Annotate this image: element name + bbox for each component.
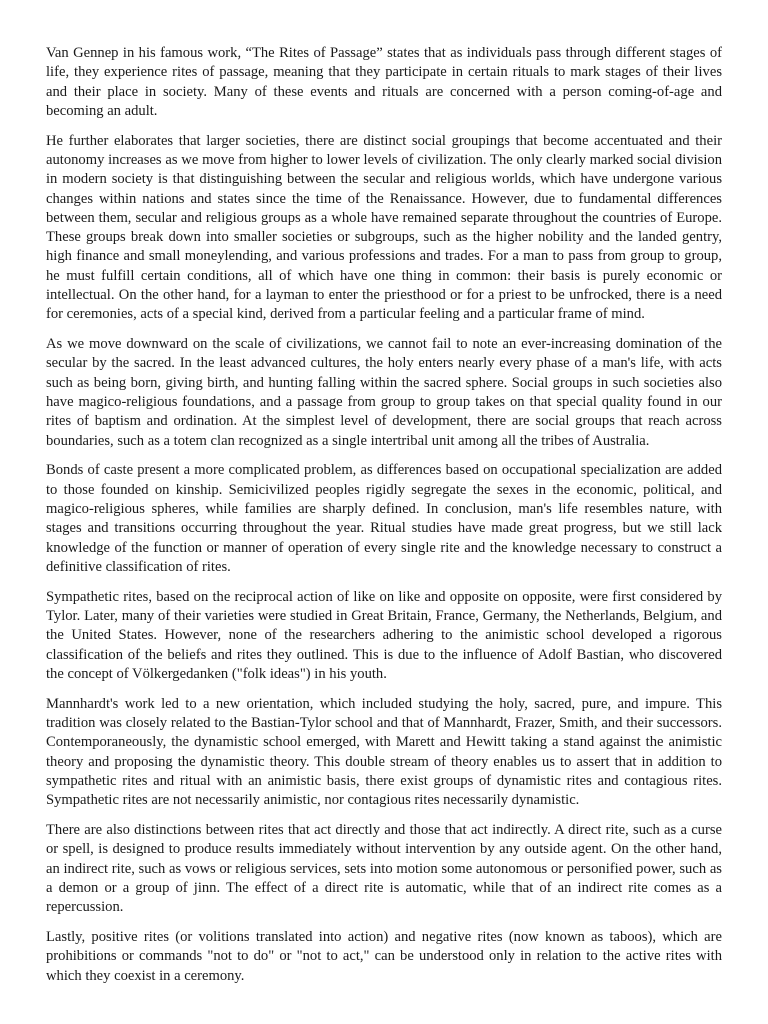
paragraph-sacred-domination: As we move downward on the scale of civilizations, we cannot fail to note an ever-increasing domination of the secular by the sacred. In the least advanced cultures, the holy enters nearly every phase of a man's life, with acts such as being born, giving birth, and hunting falling within the sacred sphere. Social groups in such societies also have magico-religious foundations, and a passage from group to group takes on that special quality found in our rites of baptism and ordination. At the simplest level of development, there are social groups that reach across boundaries, such as a totem clan recognized as a single intertribal unit among all the tribes of Australia. [46, 336, 722, 449]
paragraph-sympathetic-rites: Sympathetic rites, based on the reciprocal action of like on like and opposite on opposite, were first considered by Tylor. Later, many of their varieties were studied in Great Britain, France, Germany, the Netherlands, Belgium, and the United States. However, none of the researchers adhering to the animistic school developed a rigorous classification of the beliefs and rites they outlined. This is due to the influence of Adolf Bastian, who discovered the concept of Völkergedanken ("folk ideas") in his youth. [46, 588, 722, 682]
paragraph-direct-indirect-rites: There are also distinctions between rites that act directly and those that act indirectly. A direct rite, such as a curse or spell, is designed to produce results immediately without intervention by any outside agent. On the other hand, an indirect rite, such as vows or religious services, sets into motion some autonomous or personified power, such as a demon or a group of jinn. The effect of a direct rite is automatic, while that of an indirect rite comes as a repercussion. [46, 821, 722, 916]
paragraph-mannhardt: Mannhardt's work led to a new orientation, which included studying the holy, sacred, pure, and impure. This tradition was closely related to the Bastian-Tylor school and that of Mannhardt, Frazer, Smith, and their successors. Contemporaneously, the dynamistic school emerged, with Marett and Hewitt taking a stand against the animistic theory and proposing the dynamistic theory. This double stream of theory enables us to assert that in addition to sympathetic rites and ritual with an animistic basis, there exist groups of dynamistic rites and contagious rites. Sympathetic rites are not necessarily animistic, nor contagious rites necessarily dynamistic. [46, 695, 722, 809]
document-page [46, 44, 722, 996]
paragraph-positive-negative-rites: Lastly, positive rites (or volitions translated into action) and negative rites (now known as taboos), which are prohibitions or commands "not to do" or "not to act," can be understood only in relation to the active rites with which they coexist in a ceremony. [46, 928, 722, 984]
paragraph-bonds-of-caste: Bonds of caste present a more complicated problem, as differences based on occupational specialization are added to those founded on kinship. Semicivilized peoples rigidly segregate the sexes in the economic, political, and magico-religious spheres, while families are sharply defined. In conclusion, man's life resembles nature, with stages and transitions occurring throughout the year. Ritual studies have made great progress, but we still lack knowledge of the function or manner of operation of every single rite and the knowledge necessary to construct a definitive classification of rites. [46, 462, 722, 575]
paragraph-van-gennep-intro: Van Gennep in his famous work, “The Rites of Passage” states that as individuals pass through different stages of life, they experience rites of passage, meaning that they participate in certain rituals to mark stages of their lives and their place in society. Many of these events and rituals are concerned with a person coming-of-age and becoming an adult. [46, 45, 722, 119]
paragraph-social-groupings: He further elaborates that larger societies, there are distinct social groupings that become accentuated and their autonomy increases as we move from higher to lower levels of civilization. The only clearly marked social division in modern society is that distinguishing between the secular and religious worlds, which have undergone various changes within nations and states since the time of the Renaissance. However, due to fundamental differences between them, secular and religious groups as a whole have remained separate throughout the countries of Europe. These groups break down into smaller societies or subgroups, such as the higher nobility and the landed gentry, high finance and small moneylending, and various professions and trades. For a man to pass from group to group, he must fulfill certain conditions, all of which have one thing in common: their basis is purely economic or intellectual. On the other hand, for a layman to enter the priesthood or for a priest to be unfrocked, there is a need for ceremonies, acts of a special kind, derived from a particular feeling and a particular frame of mind. [46, 132, 722, 323]
